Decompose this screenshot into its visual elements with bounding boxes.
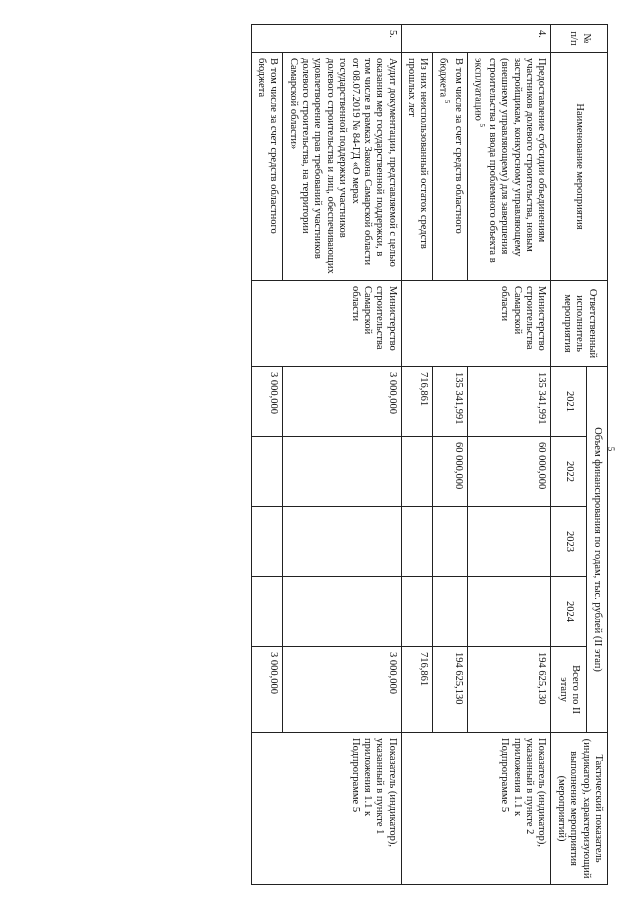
row-name: В том числе за счет средств областного бюджета $^5$ <box>433 53 467 281</box>
header-row-1 <box>586 25 607 885</box>
row-2023 <box>401 507 433 577</box>
header-name: Наименование мероприятия <box>551 53 608 281</box>
header-indicator: Тактический показатель (индикатор), характеризующий выполнение мероприятия (мероприятий) <box>551 733 608 885</box>
table-row <box>401 25 433 885</box>
row-2022 <box>251 437 283 507</box>
row-indicator <box>251 733 283 885</box>
row-2024 <box>283 577 401 647</box>
row-2021: 3 000,000 <box>283 367 401 437</box>
row-2022 <box>401 437 433 507</box>
row-2021: 716,861 <box>401 367 433 437</box>
row-2022 <box>283 437 401 507</box>
row-indicator: Показатель (индикатор), указанный в пункте 1 приложения 1.1 к Подпрограмме 5 <box>283 733 401 885</box>
header-year-2024: 2024 <box>551 577 586 647</box>
row-name: Предоставление субсидии объединениям участников долевого строительства, новым застройщикам, конкурсному управляющему (внешнему управляющему) для завершения строительства и ввода проблемного объекта в эксплуатацию $^5$ <box>467 53 551 281</box>
row-number <box>401 25 433 53</box>
row-number: 4. <box>467 25 551 53</box>
row-2024 <box>433 577 467 647</box>
rotated-table-wrapper <box>18 24 608 884</box>
row-2021: 135 341,991 <box>433 367 467 437</box>
row-indicator <box>401 733 433 885</box>
row-name: В том числе за счет средств областного бюджета <box>251 53 283 281</box>
row-2021: 3 000,000 <box>251 367 283 437</box>
row-executor: Министерство строительства Самарской области <box>283 281 401 367</box>
row-name: Аудит документации, представляемой с целью оказания мер государственной поддержки, в том числе в рамках Закона Самарской области от 08.07.2019 № 84-ГД «О мерах государственной поддержки участников долевого строительства и лиц, обеспечивающих удовлетворение прав требований участников долевого строительства, на территории Самарской области» <box>283 53 401 281</box>
header-no: № п/п <box>551 25 608 53</box>
row-number <box>433 25 467 53</box>
row-2023 <box>251 507 283 577</box>
row-executor <box>251 281 283 367</box>
page-number: 5 <box>606 446 616 452</box>
table-row <box>433 25 467 885</box>
row-total: 3 000,000 <box>283 647 401 733</box>
row-indicator <box>433 733 467 885</box>
row-indicator: Показатель (индикатор), указанный в пункте 2 приложения 1.1 к Подпрограмме 5 <box>467 733 551 885</box>
table-row <box>467 25 551 885</box>
row-total: 194 625,130 <box>433 647 467 733</box>
row-2024 <box>467 577 551 647</box>
header-year-2021: 2021 <box>551 367 586 437</box>
header-year-2023: 2023 <box>551 507 586 577</box>
row-2024 <box>251 577 283 647</box>
header-year-2022: 2022 <box>551 437 586 507</box>
row-executor: Министерство строительства Самарской области <box>467 281 551 367</box>
row-number: 5. <box>283 25 401 53</box>
financing-table <box>251 24 608 885</box>
table-row <box>251 25 283 885</box>
row-total: 716,861 <box>401 647 433 733</box>
row-number <box>251 25 283 53</box>
row-total: 194 625,130 <box>467 647 551 733</box>
row-executor <box>433 281 467 367</box>
row-2023 <box>467 507 551 577</box>
row-2022: 60 000,000 <box>433 437 467 507</box>
row-2023 <box>283 507 401 577</box>
row-name: Из них неиспользованный остаток средств прошлых лет <box>401 53 433 281</box>
row-2021: 135 341,991 <box>467 367 551 437</box>
row-executor <box>401 281 433 367</box>
table-row <box>283 25 401 885</box>
row-2023 <box>433 507 467 577</box>
header-executor: Ответственный исполнитель мероприятия <box>551 281 608 367</box>
header-financing: Объем финансирования по годам, тыс. рублей (II этап) <box>586 367 607 733</box>
row-2024 <box>401 577 433 647</box>
row-total: 3 000,000 <box>251 647 283 733</box>
header-total: Всего по II этапу <box>551 647 586 733</box>
row-2022: 60 000,000 <box>467 437 551 507</box>
